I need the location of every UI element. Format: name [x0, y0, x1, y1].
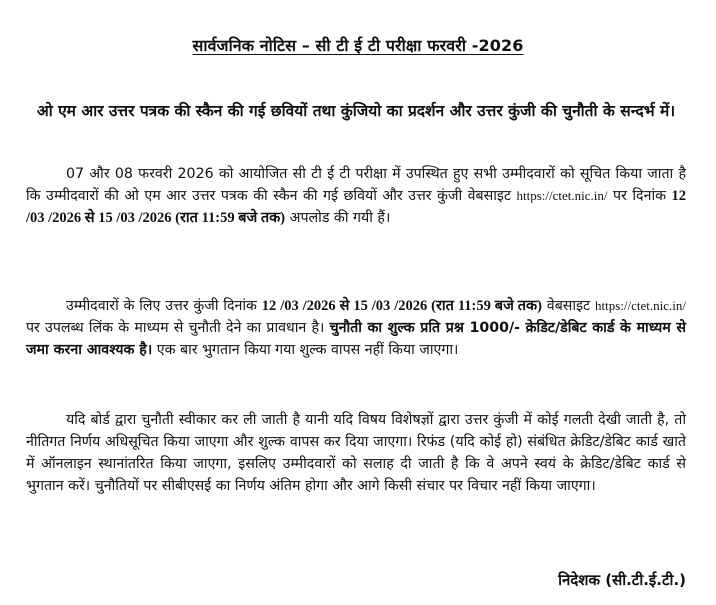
notice-subject: ओ एम आर उत्तर पत्रक की स्कैन की गई छवियों तथा कुंजियो का प्रदर्शन और उत्तर कुंजी की चुनौती के सन्दर्भ में।: [36, 102, 676, 120]
website-url: https://ctet.nic.in/: [595, 298, 686, 313]
para2-text-2: वेबसाइट: [542, 298, 595, 314]
upload-date-range: 12 /03 /2026 से 15 /03 /2026 (रात 11:59 बजे तक): [26, 188, 687, 226]
para1-text-3: अपलोड की गयी हैं।: [285, 210, 391, 226]
paragraph-refund: [26, 409, 686, 497]
para2-text-4: एक बार भुगतान किया गया शुल्क वापस नहीं किया जाएगा।: [152, 342, 459, 358]
challenge-fee-text: चुनौती का शुल्क प्रति प्रश्न 1000/- क्रेडिट/डेबिट कार्ड के माध्यम से जमा करना आवश्यक है।: [26, 320, 686, 358]
para1-text-1: 07 और 08 फरवरी 2026 को आयोजित सी टी ई टी परीक्षा में उपस्थित हुए सभी उम्मीदवारों को सूचित किया जाता है कि उम्मीदवारों की ओ एम आर उत्तर पत्रक की स्कैन की गई छवियों और उत्तर कुंजी वेबसाइट: [26, 166, 686, 204]
para1-text-2: पर दिनांक: [607, 188, 672, 204]
para2-text-1: उम्मीदवारों के लिए उत्तर कुंजी दिनांक: [66, 298, 262, 314]
paragraph-challenge: [26, 295, 686, 361]
paragraph-scanned-images: [26, 163, 686, 229]
para3-text: यदि बोर्ड द्वारा चुनौती स्वीकार कर ली जाती है यानी यदि विषय विशेषज्ञों द्वारा उत्तर कुंजी में कोई गलती देखी जाती है, तो नीतिगत निर्णय अधिसूचित किया जाएगा और शुल्क वापस कर दिया जाएगा। रिफंड (यदि कोई हो) संबंधित क्रेडिट/डेबिट कार्ड खाते में ऑनलाइन स्थानांतरित किया जाएगा, इसलिए उम्मीदवारों को सलाह दी जाती है कि वे अपने स्वयं के क्रेडिट/डेबिट कार्ड से भुगतान करें। चुनौतियों पर सीबीएसई का निर्णय अंतिम होगा और आगे किसी संचार पर विचार नहीं किया जाएगा।: [26, 412, 686, 494]
website-url: https://ctet.nic.in/: [516, 188, 608, 203]
para2-text-3: पर उपलब्ध लिंक के माध्यम से चुनौती देने का प्रावधान है।: [26, 320, 330, 336]
challenge-date-range: 12 /03 /2026 से 15 /03 /2026 (रात 11:59 बजे तक): [261, 298, 542, 314]
signature-director: निदेशक (सी.टी.ई.टी.): [558, 571, 686, 589]
notice-title: सार्वजनिक नोटिस – सी टी ई टी परीक्षा फरवरी -2026: [192, 36, 524, 55]
